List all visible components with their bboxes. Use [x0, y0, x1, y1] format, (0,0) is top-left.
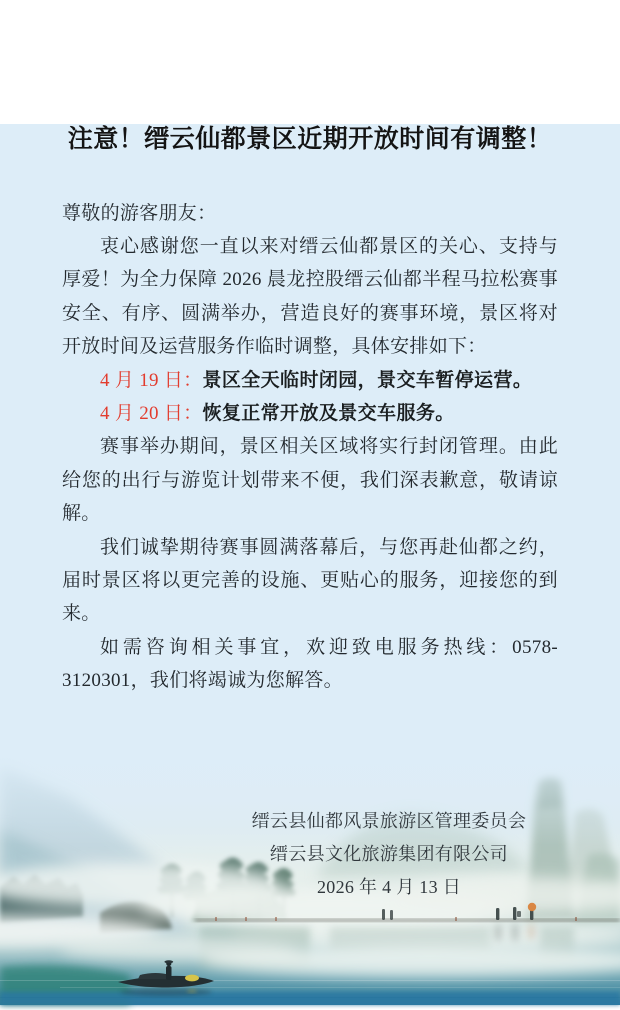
schedule-line-closure	[62, 364, 558, 397]
water-bottom-strip	[0, 992, 620, 1005]
closure-text: 景区全天临时闭园，景交车暂停运营。	[202, 369, 533, 391]
paragraph-welcome: 我们诚挚期待赛事圆满落幕后，与您再赴仙都之约，届时景区将以更完善的设施、更贴心的服务，迎接您的到来。	[62, 536, 558, 625]
page-title: 注意！缙云仙都景区近期开放时间有调整！	[67, 126, 553, 153]
reopen-text: 恢复正常开放及景交车服务。	[202, 402, 455, 424]
yellow-cargo	[185, 975, 199, 982]
org-name-2: 缙云县文化旅游集团有限公司	[270, 843, 508, 864]
closure-date: 4 月 19 日：	[100, 369, 203, 391]
issue-date: 2026 年 4 月 13 日	[317, 876, 461, 897]
notice-content	[0, 124, 620, 897]
paragraph-thanks: 衷心感谢您一直以来对缙云仙都景区的关心、支持与厚爱！为全力保障 2026 晨龙控股缙云仙都半程马拉松赛事安全、有序、圆满举办，营造良好的赛事环境，景区将对开放时间及运营服务作临时调整，具体安排如下：	[62, 235, 558, 358]
notice-body	[62, 197, 558, 698]
schedule-line-reopen	[62, 397, 558, 430]
paragraph-hotline: 如需咨询相关事宜，欢迎致电服务热线：0578-3120301，我们将竭诚为您解答。	[62, 636, 558, 692]
salutation: 尊敬的游客朋友：	[62, 202, 217, 224]
paragraph-apology: 赛事举办期间，景区相关区域将实行封闭管理。由此给您的出行与游览计划带来不便，我们深表歉意，敬请谅解。	[62, 436, 558, 525]
orange-umbrella	[528, 903, 536, 911]
boat-reflection	[120, 988, 212, 996]
reopen-date: 4 月 20 日：	[100, 402, 203, 424]
signature-block	[247, 805, 531, 903]
notice-page	[0, 124, 620, 1005]
org-name-1: 缙云县仙都风景旅游区管理委员会	[251, 811, 527, 831]
